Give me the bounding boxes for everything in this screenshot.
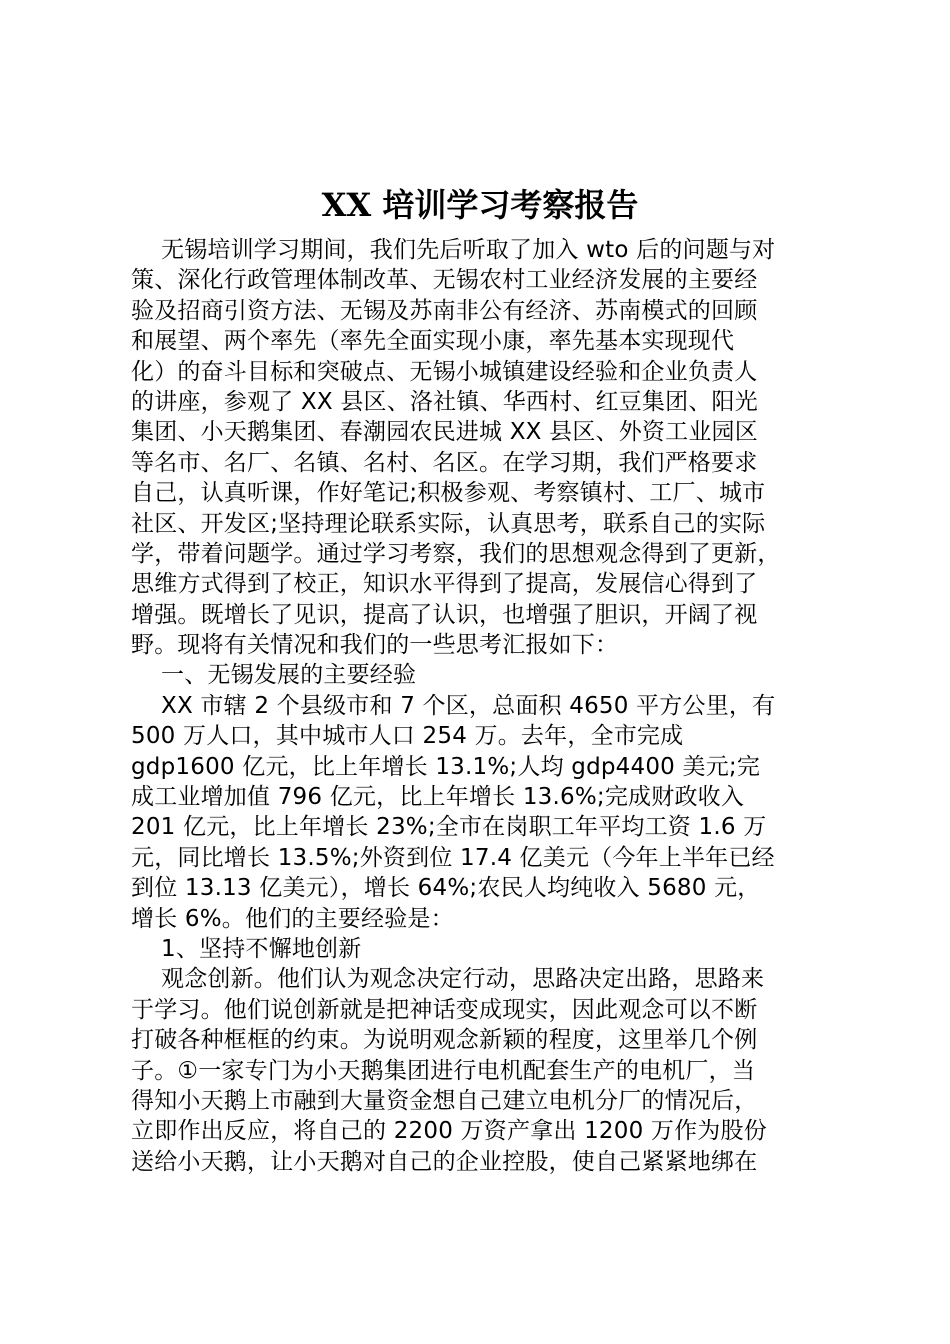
text-line: 自己，认真听课，作好笔记;积极参观、考察镇村、工厂、城市 <box>131 480 766 507</box>
body-text <box>131 235 841 1177</box>
text-line: 社区、开发区;坚持理论联系实际，认真思考，联系自己的实际 <box>131 510 766 537</box>
text-line: 野。现将有关情况和我们的一些思考汇报如下： <box>131 632 619 659</box>
text-line: 等名市、名厂、名镇、名村、名区。在学习期，我们严格要求 <box>131 449 758 476</box>
text-line: 成工业增加值 796 亿元，比上年增长 13.6%;完成财政收入 <box>131 784 745 811</box>
text-line: 立即作出反应，将自己的 2200 万资产拿出 1200 万作为股份 <box>131 1118 767 1145</box>
text-line: 子。①一家专门为小天鹅集团进行电机配套生产的电机厂，当 <box>131 1057 756 1084</box>
text-line: 增强。既增长了见识，提高了认识，也增强了胆识，开阔了视 <box>131 601 758 628</box>
text-line: 送给小天鹅，让小天鹅对自己的企业控股，使自己紧紧地绑在 <box>131 1148 758 1175</box>
text-line: 500 万人口，其中城市人口 254 万。去年，全市完成 <box>131 723 684 750</box>
text-line: 201 亿元，比上年增长 23%;全市在岗职工年平均工资 1.6 万 <box>131 814 767 841</box>
text-line: 无锡培训学习期间，我们先后听取了加入 wto 后的问题与对 <box>161 237 776 263</box>
text-line: 打破各种框框的约束。为说明观念新颖的程度，这里举几个例 <box>131 1027 758 1054</box>
text-line: 的讲座，参观了 XX 县区、洛社镇、华西村、红豆集团、阳光 <box>131 388 758 415</box>
text-line: 集团、小天鹅集团、春潮园农民进城 XX 县区、外资工业园区 <box>131 419 758 446</box>
text-line: 观念创新。他们认为观念决定行动，思路决定出路，思路来 <box>161 966 765 993</box>
text-line: 和展望、两个率先（率先全面实现小康，率先基本实现现代 <box>131 328 735 355</box>
text-line: 策、深化行政管理体制改革、无锡农村工业经济发展的主要经 <box>131 267 758 294</box>
text-line: 思维方式得到了校正，知识水平得到了提高，发展信心得到了 <box>131 571 758 598</box>
text-line: 得知小天鹅上市融到大量资金想自己建立电机分厂的情况后， <box>131 1087 758 1114</box>
page-title: XX 培训学习考察报告 <box>321 186 639 224</box>
text-line: 一、无锡发展的主要经验 <box>161 662 417 689</box>
text-line: 元，同比增长 13.5%;外资到位 17.4 亿美元（今年上半年已经 <box>131 844 775 871</box>
text-line: 验及招商引资方法、无锡及苏南非公有经济、苏南模式的回顾 <box>131 297 758 324</box>
text-line: XX 市辖 2 个县级市和 7 个区，总面积 4650 平方公里，有 <box>161 692 776 719</box>
text-line: 1、坚持不懈地创新 <box>161 935 362 962</box>
text-line: 到位 13.13 亿美元），增长 64%;农民人均纯收入 5680 元， <box>131 875 761 902</box>
text-line: 化）的奋斗目标和突破点、无锡小城镇建设经验和企业负责人 <box>131 358 758 385</box>
text-line: gdp1600 亿元，比上年增长 13.1%;人均 gdp4400 美元;完 <box>131 753 761 780</box>
text-line: 学，带着问题学。通过学习考察，我们的思想观念得到了更新， <box>131 540 781 567</box>
text-line: 于学习。他们说创新就是把神话变成现实，因此观念可以不断 <box>131 996 758 1023</box>
text-line: 增长 6%。他们的主要经验是： <box>131 905 454 932</box>
